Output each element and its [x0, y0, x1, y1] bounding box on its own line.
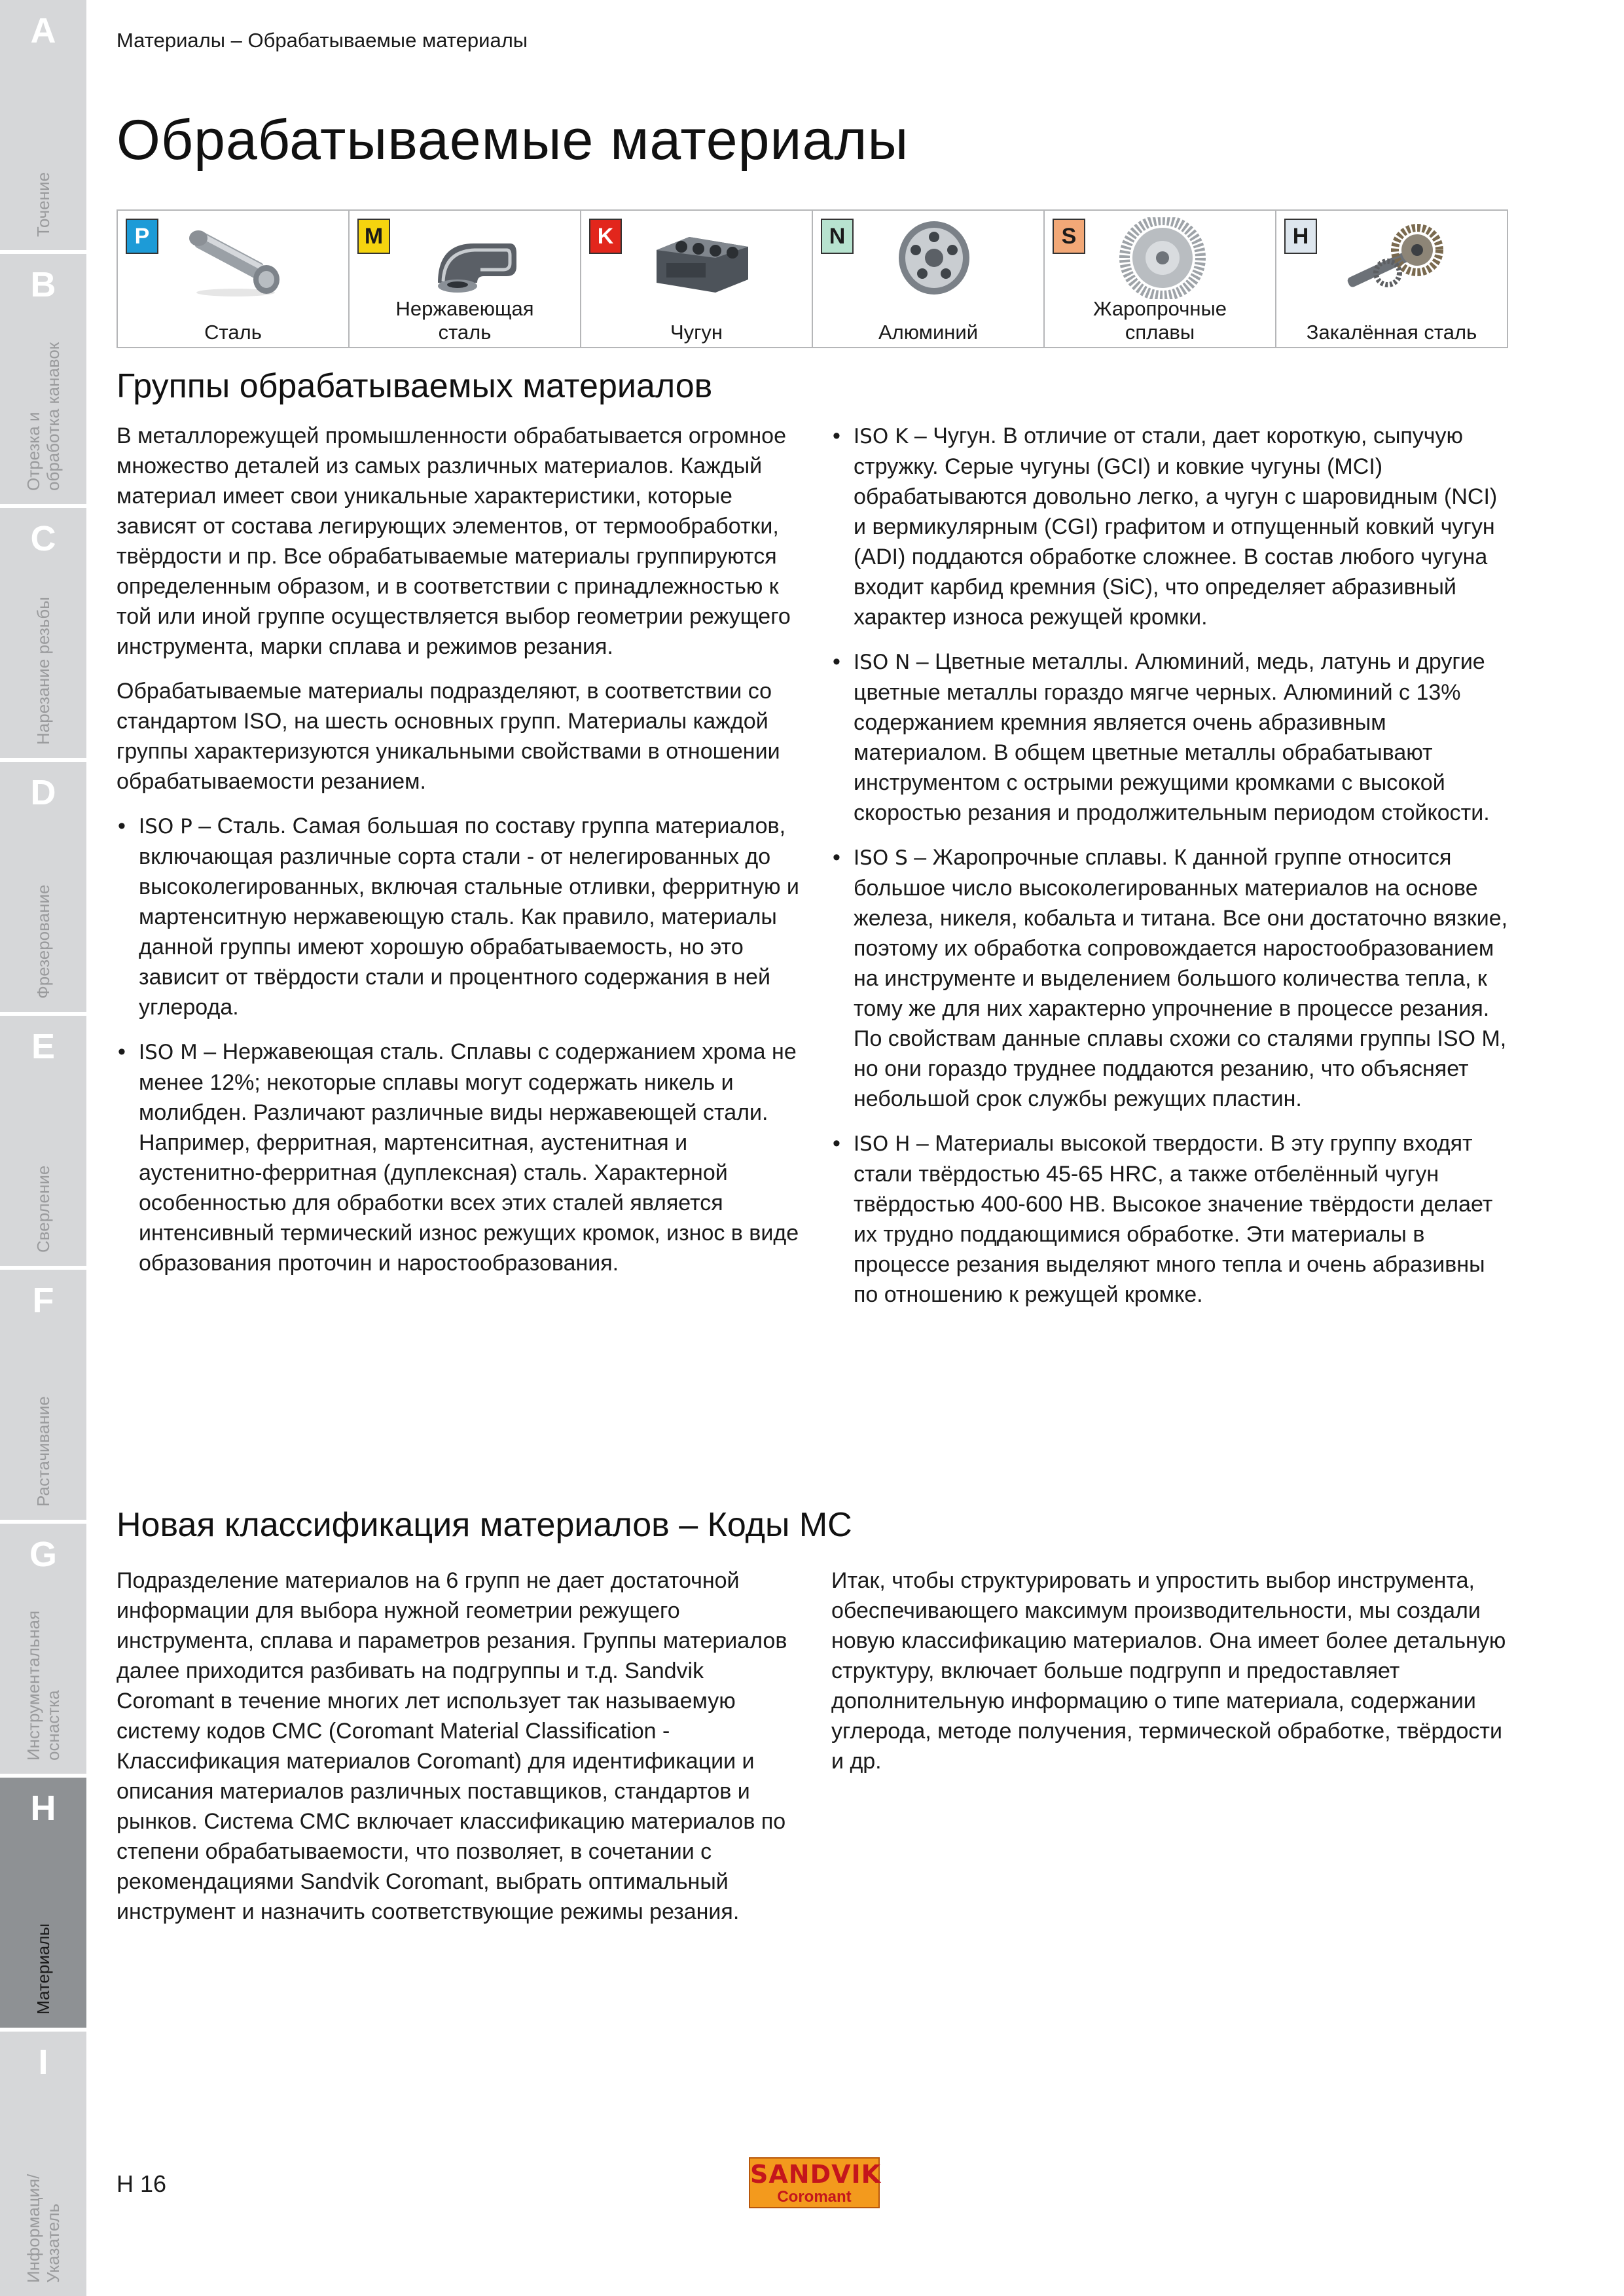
- material-cell-h: [1276, 211, 1507, 347]
- material-code-badge: H: [1284, 219, 1317, 254]
- tab-letter: E: [31, 1027, 56, 1066]
- iso-code: ISO H: [854, 1132, 911, 1156]
- breadcrumb: Материалы – Обрабатываемые материалы: [117, 29, 528, 52]
- material-groups-strip: [117, 209, 1508, 348]
- material-label: Чугун: [670, 321, 723, 344]
- tab-letter: G: [29, 1535, 57, 1574]
- mc-right-paragraph: Итак, чтобы структурировать и упростить выбор инструмента, обеспечивающего максимум производительности, мы создали новую классификацию материалов. Она имеет более детальную структуру, включает больше подгрупп и предоставляет дополнительную информацию о типе материала, содержании углерода, методе получения, термической обработке, твёрдости и др.: [831, 1568, 1506, 1774]
- material-cell-k: [581, 211, 813, 347]
- tab-letter: F: [32, 1281, 54, 1320]
- iso-code: ISO K: [854, 425, 909, 448]
- stainless-part-icon: [412, 217, 523, 299]
- tab-label: Материалы: [33, 1923, 53, 2015]
- mc-left-paragraph: Подразделение материалов на 6 групп не дает достаточной информации для выбора нужной геометрии режущего инструмента, сплава и параметров резания. Группы материалов далее приходится разбивать на подгруппы и т.д. Sandvik Coromant в течение многих лет использует так называемую систему кодов CMC (Coromant Material Classification - Классификация материалов Coromant) для идентификации и описания материалов различных поставщиков, стандартов и рынков. Система CMC включает классификацию материалов по степени обрабатываемости, что позволяет, в сочетании с рекомендациями Sandvik Coromant, выбрать оптимальный инструмент и назначить соответствующие режимы резания.: [117, 1568, 787, 1924]
- tab-letter: A: [30, 11, 56, 50]
- material-code-badge: M: [357, 219, 390, 254]
- logo-wordmark: SANDVIK: [750, 2160, 882, 2189]
- tab-label: Точение: [33, 171, 53, 237]
- iso-code: ISO P: [139, 815, 192, 838]
- list-item-text: – Нержавеющая сталь. Сплавы с содержанием хрома не менее 12%; некоторые сплавы могут содержать никель и молибден. Различают различные виды нержавеющей стали. Например, ферритная, мартенситная, аустенитная и аустенитно-ферритная (дуплексная) сталь. Характерной особенностью для обработки всех этих сталей является интенсивный термический износ режущих кромок, износ в виде образования проточин и наростообразования.: [139, 1039, 799, 1276]
- engine-block-icon: [643, 217, 755, 299]
- tab-i[interactable]: [0, 2032, 86, 2296]
- aluminium-wheel-icon: [875, 217, 986, 299]
- tab-label: Фрезерование: [33, 884, 53, 999]
- material-code-badge: S: [1053, 219, 1085, 254]
- logo-subline: Coromant: [777, 2188, 852, 2206]
- steel-shaft-icon: [180, 217, 291, 299]
- iso-code: ISO N: [854, 651, 911, 674]
- material-cell-p: [118, 211, 350, 347]
- tab-e[interactable]: [0, 1016, 86, 1270]
- material-code-badge: N: [821, 219, 854, 254]
- material-code-badge: P: [126, 219, 158, 254]
- material-label: Алюминий: [878, 321, 979, 344]
- tab-label: Инструментальная оснастка: [24, 1610, 63, 1761]
- tab-c[interactable]: [0, 508, 86, 762]
- list-item-text: – Жаропрочные сплавы. К данной группе относится большое число высоколегированных материалов на основе железа, никеля, кобальта и титана. Все они достаточно вязкие, поэтому их обработка сопровождается наростообразованием на инструменте и выделением большого количества тепла, к тому же для них характерно упрочнение в процессе резания. По свойствам данные сплавы схожи со сталями группы ISO M, но они гораздо труднее поддаются резанию, что объясняет небольшой срок службы режущих пластин.: [854, 845, 1508, 1111]
- material-label: Закалённая сталь: [1306, 321, 1477, 344]
- list-item-iso-k: [831, 421, 1512, 632]
- intro-paragraph: В металлорежущей промышленности обрабатывается огромное множество деталей из самых различных материалов. Каждый материал имеет свои уникальные характеристики, которые зависят от состава легирующих элементов, от термообработки, твёрдости и пр. Все обрабатываемые материалы группируются определенным образом, и в соответствии с принадлежностью к той или иной группе осуществляется выбор геометрии режущего инструмента, марки сплава и режимов резания.: [117, 423, 791, 659]
- material-code-badge: K: [589, 219, 622, 254]
- page-title: Обрабатываемые материалы: [117, 109, 909, 171]
- tab-letter: B: [30, 265, 56, 304]
- material-cell-n: [813, 211, 1045, 347]
- list-item-iso-h: [831, 1128, 1512, 1310]
- list-item-iso-n: [831, 647, 1512, 828]
- tab-a[interactable]: [0, 0, 86, 254]
- tab-label: Сверление: [33, 1165, 53, 1253]
- section2-left-column: [117, 1566, 804, 1941]
- tab-letter: I: [38, 2043, 48, 2082]
- list-item-text: – Материалы высокой твердости. В эту группу входят стали твёрдостью 45-65 HRC, а также отбелённый чугун твёрдостью 400-600 HB. Высокое значение твёрдости делает их трудно поддающимися обработке. Эти материалы в процессе резания выделяют много тепла и очень абразивны по отношению к режущей кромке.: [854, 1131, 1493, 1307]
- tab-b[interactable]: [0, 254, 86, 508]
- material-label: Сталь: [204, 321, 262, 344]
- chapter-tabs: [0, 0, 86, 2296]
- tab-g[interactable]: [0, 1524, 86, 1778]
- tab-f[interactable]: [0, 1270, 86, 1524]
- material-label: Жаропрочные сплавы: [1092, 297, 1227, 344]
- tab-letter: D: [30, 773, 56, 812]
- section2-right-column: [831, 1566, 1512, 1791]
- material-label: Нержавеющая сталь: [395, 297, 534, 344]
- list-item-iso-m: [117, 1037, 804, 1278]
- material-cell-s: [1045, 211, 1276, 347]
- iso-code: ISO M: [139, 1041, 198, 1064]
- list-item-iso-s: [831, 842, 1512, 1114]
- list-item-text: – Цветные металлы. Алюминий, медь, латунь и другие цветные металлы гораздо мягче черных. Алюминий с 13% содержанием кремния является очень абразивным материалом. В общем цветные металлы обрабатывают инструментом с острыми режущими кромками с высокой скоростью резания и продолжительным периодом стойкости.: [854, 649, 1490, 825]
- section-heading-material-groups: Группы обрабатываемых материалов: [117, 367, 713, 405]
- list-item-text: – Чугун. В отличие от стали, дает короткую, сыпучую стружку. Серые чугуны (GCI) и ковкие чугуны (MCI) обрабатываются довольно легко, а чугун с шаровидным (NCI) и вермикулярным (CGI) графитом и отпущенный ковкий чугун (ADI) поддаются обработке сложнее. В состав любого чугуна входит карбид кремния (SiC), что определяет абразивный характер износа режущей кромки.: [854, 423, 1498, 630]
- page-number: H 16: [117, 2170, 167, 2197]
- gear-shaft-icon: [1339, 217, 1450, 299]
- list-item-iso-p: [117, 811, 804, 1022]
- tab-label: Растачивание: [33, 1396, 53, 1507]
- tab-letter: C: [30, 519, 56, 558]
- iso-paragraph: Обрабатываемые материалы подразделяют, в соответствии со стандартом ISO, на шесть основных групп. Материалы каждой группы характеризуются уникальными свойствами в отношении обрабатываемости резанием.: [117, 679, 780, 794]
- tab-letter: H: [30, 1789, 56, 1828]
- tab-label: Отрезка и обработка канавок: [24, 342, 63, 491]
- section1-left-column: [117, 421, 804, 1293]
- tab-label: Информация/ Указатель: [24, 2174, 63, 2283]
- section1-right-column: [831, 421, 1512, 1324]
- section-heading-mc-codes: Новая классификация материалов – Коды MC: [117, 1506, 852, 1544]
- sandvik-coromant-logo: [749, 2157, 880, 2208]
- list-item-text: – Сталь. Самая большая по составу группа материалов, включающая различные сорта стали - от нелегированных до высоколегированных, включая стальные отливки, ферритную и мартенситную нержавеющую сталь. Как правило, материалы данной группы имеют хорошую обрабатываемость, но это зависит от твёрдости стали и процентного содержания в ней углерода.: [139, 814, 799, 1020]
- material-cell-m: [350, 211, 581, 347]
- iso-code: ISO S: [854, 846, 908, 870]
- tab-d[interactable]: [0, 762, 86, 1016]
- tab-h[interactable]: [0, 1778, 86, 2032]
- tab-label: Нарезание резьбы: [33, 597, 53, 745]
- turbine-disc-icon: [1107, 217, 1218, 299]
